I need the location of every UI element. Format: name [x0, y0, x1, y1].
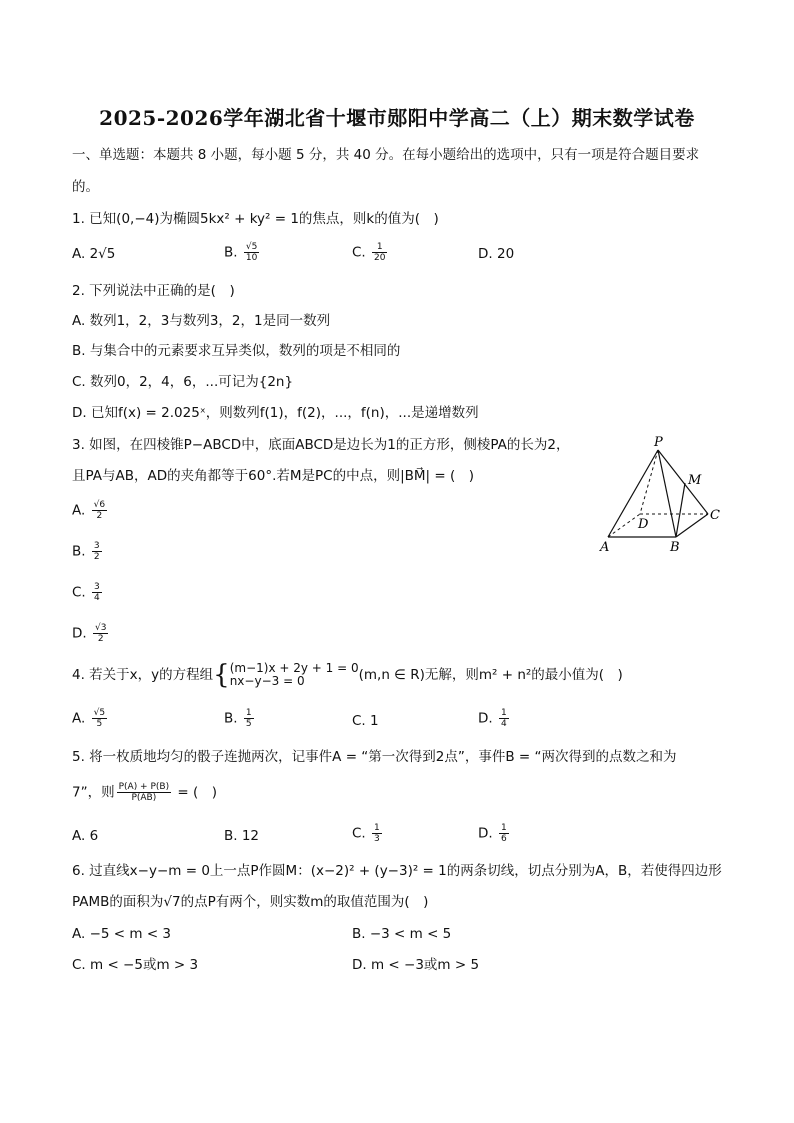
q2-option-b: B. 与集合中的元素要求互异类似，数列的项是不相同的 [72, 343, 401, 359]
q6-stem-line2: PAMB的面积为√7的点P有两个，则实数m的取值范围为( ) [72, 894, 429, 910]
q3-option-d: D. $\frac{√3}{2}$ [72, 623, 107, 644]
q4-option-a: A. $\frac{√5}{5}$ [72, 708, 106, 729]
pyramid-figure [598, 436, 728, 556]
q2-option-a: A. 数列1，2，3与数列3，2，1是同一数列 [72, 313, 331, 329]
q2-stem: 2. 下列说法中正确的是( ) [72, 283, 235, 299]
q1-option-c: C. $\frac{1}{20}$ [352, 242, 386, 263]
q4-option-c: C. 1 [352, 713, 379, 729]
q5-option-d: D. $\frac{1}{6}$ [478, 823, 507, 844]
section-heading-line2: 的。 [72, 179, 99, 195]
q2-option-d: D. 已知f(x) = 2.025ˣ，则数列f(1)，f(2)，...，f(n)，...是递增数列 [72, 405, 479, 421]
q6-option-c: C. m < −5或m > 3 [72, 957, 199, 973]
label-A: A [600, 540, 610, 555]
q3-option-c: C. $\frac{3}{4}$ [72, 582, 100, 603]
pyramid-diagram [598, 436, 728, 556]
q4-equation-2: nx−y−3 = 0 [229, 674, 305, 688]
section-heading-line1: 一、单选题：本题共 8 小题，每小题 5 分，共 40 分。在每小题给出的选项中，只有一项是符合题目要求 [72, 147, 700, 163]
q5-stem-line2: 7”，则 $\frac{P(A) + P(B)}{P(AB)}$ = ( ) [72, 782, 218, 803]
q3-option-a: A. $\frac{√6}{2}$ [72, 500, 106, 521]
q1-option-a: A. 2√5 [72, 246, 116, 262]
q5-option-c: C. $\frac{1}{3}$ [352, 823, 380, 844]
q6-option-b: B. −3 < m < 5 [352, 926, 452, 942]
q5-option-a: A. 6 [72, 828, 99, 844]
q1-stem: 1. 已知(0,−4)为椭圆5kx² + ky² = 1的焦点，则k的值为( ) [72, 211, 439, 227]
label-P: P [654, 436, 663, 450]
label-M: M [688, 473, 702, 488]
q3-stem-line1: 3. 如图，在四棱锥P−ABCD中，底面ABCD是边长为1的正方形，侧棱PA的长为2， [72, 437, 570, 453]
q4-option-d: D. $\frac{1}{4}$ [478, 708, 507, 729]
q3-option-b: B. $\frac{3}{2}$ [72, 541, 100, 562]
q1-option-d: D. 20 [478, 246, 515, 262]
q4-stem: 4. 若关于x，y的方程组{ (m−1)x + 2y + 1 = 0 nx−y−3 = 0 (m,n ∈ R)无解，则m² + n²的最小值为( ) [72, 660, 623, 690]
exam-title: 2025-2026学年湖北省十堰市郧阳中学高二（上）期末数学试卷 [99, 106, 695, 130]
q5-stem-line1: 5. 将一枚质地均匀的骰子连抛两次，记事件A = “第一次得到2点”，事件B = “两次得到的点数之和为 [72, 749, 677, 765]
q6-stem-line1: 6. 过直线x−y−m = 0上一点P作圆M：(x−2)² + (y−3)² = 1的两条切线，切点分别为A，B，若使得四边形 [72, 863, 722, 879]
label-D: D [638, 517, 649, 532]
q1-option-b: B. $\frac{√5}{10}$ [224, 242, 258, 263]
q3-stem-line2: 且PA与AB，AD的夹角都等于60°.若M是PC的中点，则|BM⃗| = ( ) [72, 468, 475, 484]
q2-option-c: C. 数列0，2，4，6，...可记为{2n} [72, 374, 294, 390]
q4-option-b: B. $\frac{1}{5}$ [224, 708, 252, 729]
q6-option-a: A. −5 < m < 3 [72, 926, 172, 942]
label-B: B [670, 540, 680, 555]
q6-option-d: D. m < −3或m > 5 [352, 957, 480, 973]
q4-equation-1: (m−1)x + 2y + 1 = 0 [229, 661, 359, 675]
q5-option-b: B. 12 [224, 828, 260, 844]
label-C: C [710, 508, 720, 523]
